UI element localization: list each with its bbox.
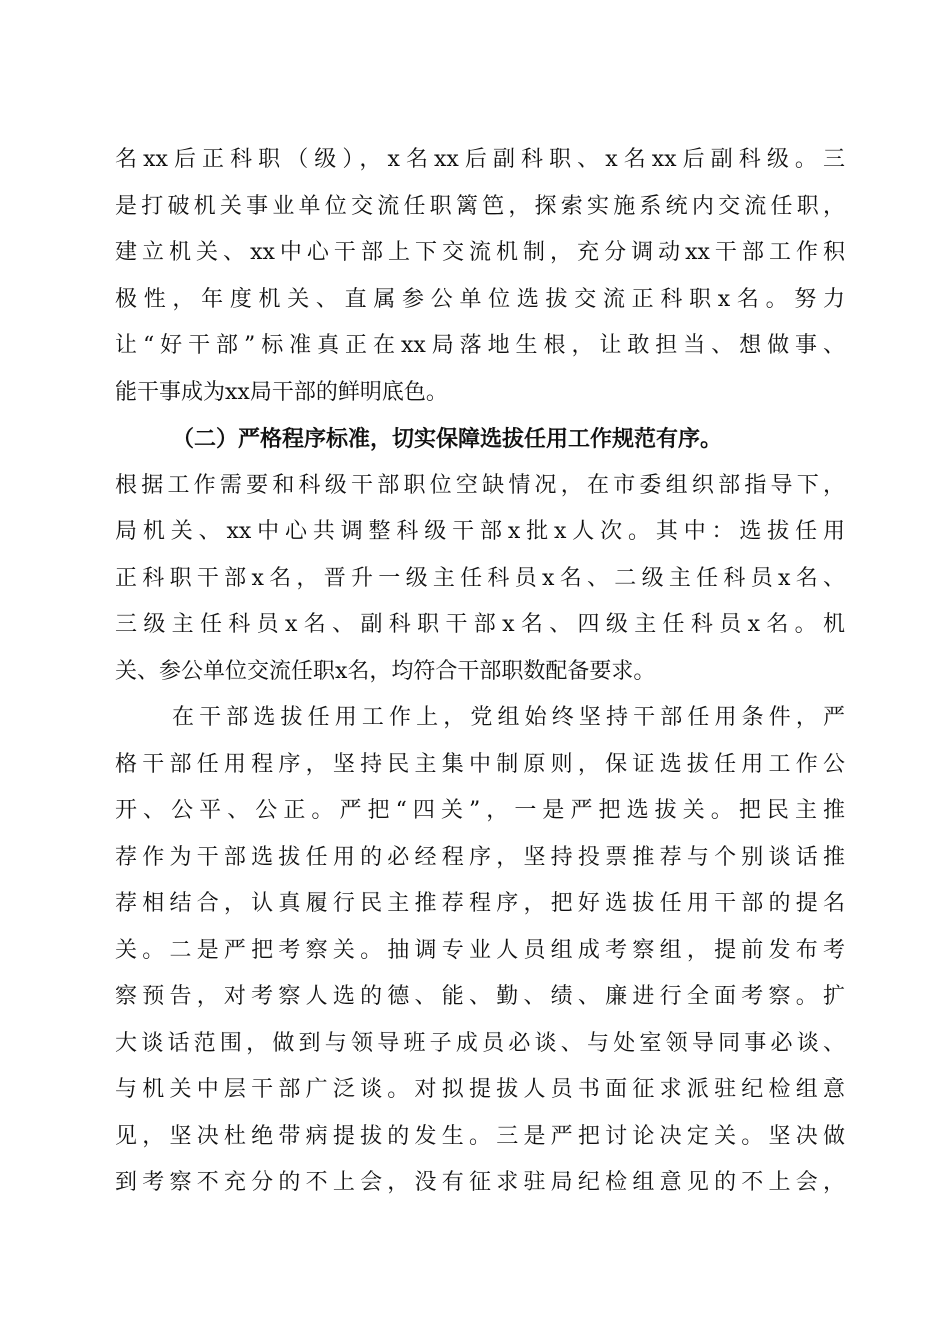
text-line: 极性，年度机关、直属参公单位选拔交流正科职x名。努力 [115, 286, 845, 312]
text-line: 关。二是严把考察关。抽调专业人员组成考察组，提前发布考 [115, 937, 845, 963]
text-line: 与机关中层干部广泛谈。对拟提拔人员书面征求派驻纪检组意 [115, 1077, 845, 1102]
text-line: 让“好干部”标准真正在xx局落地生根，让敢担当、想做事、 [115, 333, 845, 358]
text-line: 大谈话范围，做到与领导班子成员必谈、与处室领导同事必谈、 [115, 1030, 845, 1056]
text-line: 到考察不充分的不上会，没有征求驻局纪检组意见的不上会， [115, 1170, 845, 1195]
text-line: 察预告，对考察人选的德、能、勤、绩、廉进行全面考察。扩 [115, 984, 845, 1009]
document-body [115, 137, 845, 1207]
text-line: 关、参公单位交流任职x名，均符合干部职数配备要求。 [115, 658, 656, 684]
paragraph-1 [115, 137, 845, 416]
text-line: 能干事成为xx局干部的鲜明底色。 [115, 379, 448, 405]
text-line: 荐作为干部选拔任用的必经程序，坚持投票推荐与个别谈话推 [115, 844, 845, 870]
text-line: 开、公平、公正。严把“四关”，一是严把选拔关。把民主推 [115, 798, 845, 823]
text-line: 荐相结合，认真履行民主推荐程序，把好选拔任用干部的提名 [115, 891, 845, 916]
paragraph-3 [115, 695, 845, 1207]
text-line: 在干部选拔任用工作上，党组始终坚持干部任用条件，严 [172, 705, 845, 730]
text-line: 建立机关、xx中心干部上下交流机制，充分调动xx干部工作积 [115, 240, 845, 265]
heading-line: （二）严格程序标准，切实保障选拔任用工作规范有序。 [172, 426, 723, 452]
text-line: 根据工作需要和科级干部职位空缺情况，在市委组织部指导下， [115, 472, 845, 498]
paragraph-2 [115, 463, 845, 696]
text-line: 三级主任科员x名、副科职干部x名、四级主任科员x名。机 [115, 612, 845, 637]
text-line: 见，坚决杜绝带病提拔的发生。三是严把讨论决定关。坚决做 [115, 1123, 845, 1149]
section-heading [115, 416, 845, 463]
text-line: 局机关、xx中心共调整科级干部x批x人次。其中：选拔任用 [115, 519, 845, 544]
text-line: 名xx后正科职（级），x名xx后副科职、x名xx后副科级。三 [115, 147, 845, 172]
text-line: 是打破机关事业单位交流任职篱笆，探索实施系统内交流任职， [115, 193, 845, 219]
text-line: 格干部任用程序，坚持民主集中制原则，保证选拔任用工作公 [115, 751, 845, 777]
text-line: 正科职干部x名，晋升一级主任科员x名、二级主任科员x名、 [115, 565, 845, 591]
